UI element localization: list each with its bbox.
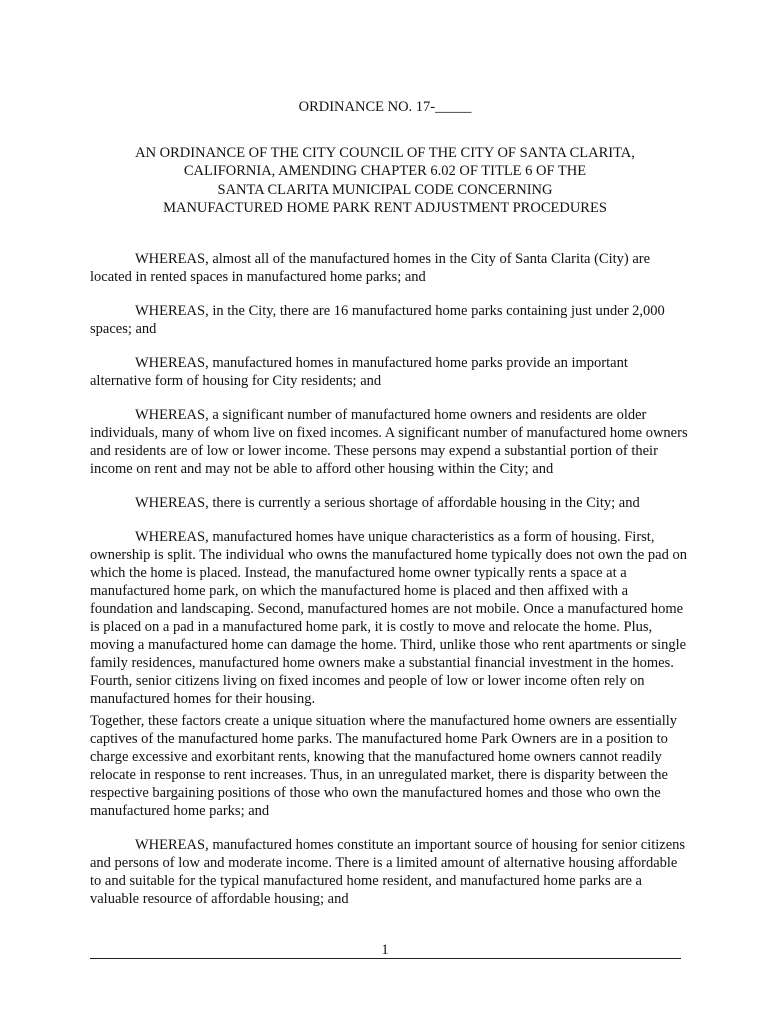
footer-divider [90,958,681,959]
ordinance-number: ORDINANCE NO. 17-_____ [298,99,472,115]
paragraph-whereas-rented-spaces: WHEREAS, almost all of the manufactured homes in the City of Santa Clarita (City) are located in rented spaces in manufactured home parks; and [90,251,651,285]
paragraph-whereas-unique-characteristics: WHEREAS, manufactured homes have unique characteristics as a form of housing. First, ownership is split. The individual who owns the manufactured home typically does not own the pad on which the home is placed. Instead, the manufactured home owner typically rents a space at a manufactured home park, on which the manufactured home is placed and then affixed with a foundation and landscaping. Second, manufactured homes are not mobile. Once a manufactured home is placed on a pad in a manufactured home park, it is costly to move and relocate the home. Plus, moving a manufactured home can damage the home. Third, unlike those who rent apartments or single family residences, manufactured home owners make a substantial financial investment in the homes. Fourth, senior citizens living on fixed incomes and people of low or lower income often rely on manufactured homes for their housing. [90,529,687,707]
paragraph-together-factors: Together, these factors create a unique situation where the manufactured home owners are essentially captives of the manufactured home parks. The manufactured home Park Owners are in a position to charge excessive and exorbitant rents, knowing that the manufactured home owners cannot readily relocate in response to rent increases. Thus, in an unregulated market, there is disparity between the respective bargaining positions of those who own the manufactured homes and those who own the manufactured home parks; and [90,713,678,819]
paragraph-whereas-affordable-resource: WHEREAS, manufactured homes constitute an important source of housing for senior citizens and persons of low and moderate income. There is a limited amount of alternative housing affordable to and suitable for the typical manufactured home resident, and manufactured home parks are a valuable resource of affordable housing; and [90,837,686,907]
paragraph-whereas-alternative-housing: WHEREAS, manufactured homes in manufactured home parks provide an important alternative form of housing for City residents; and [90,355,628,389]
page-number: 1 [381,942,389,958]
document-body [90,250,690,924]
paragraph-whereas-housing-shortage: WHEREAS, there is currently a serious shortage of affordable housing in the City; and [135,495,640,511]
paragraph-whereas-older-residents: WHEREAS, a significant number of manufactured home owners and residents are older individuals, many of whom live on fixed incomes. A significant number of manufactured home owners and residents are of low or lower income. These persons may expend a substantial portion of their income on rent and may not be able to afford other housing within the City; and [90,407,688,477]
paragraph-whereas-park-count: WHEREAS, in the City, there are 16 manufactured home parks containing just under 2,000 spaces; and [90,303,665,337]
ordinance-title: AN ORDINANCE OF THE CITY COUNCIL OF THE CITY OF SANTA CLARITA, CALIFORNIA, AMENDING CHAPTER 6.02 OF TITLE 6 OF THE SANTA CLARITA MUNICIPAL CODE CONCERNING MANUFACTURED HOME PARK RENT ADJUSTMENT PROCEDURES [135,145,635,216]
